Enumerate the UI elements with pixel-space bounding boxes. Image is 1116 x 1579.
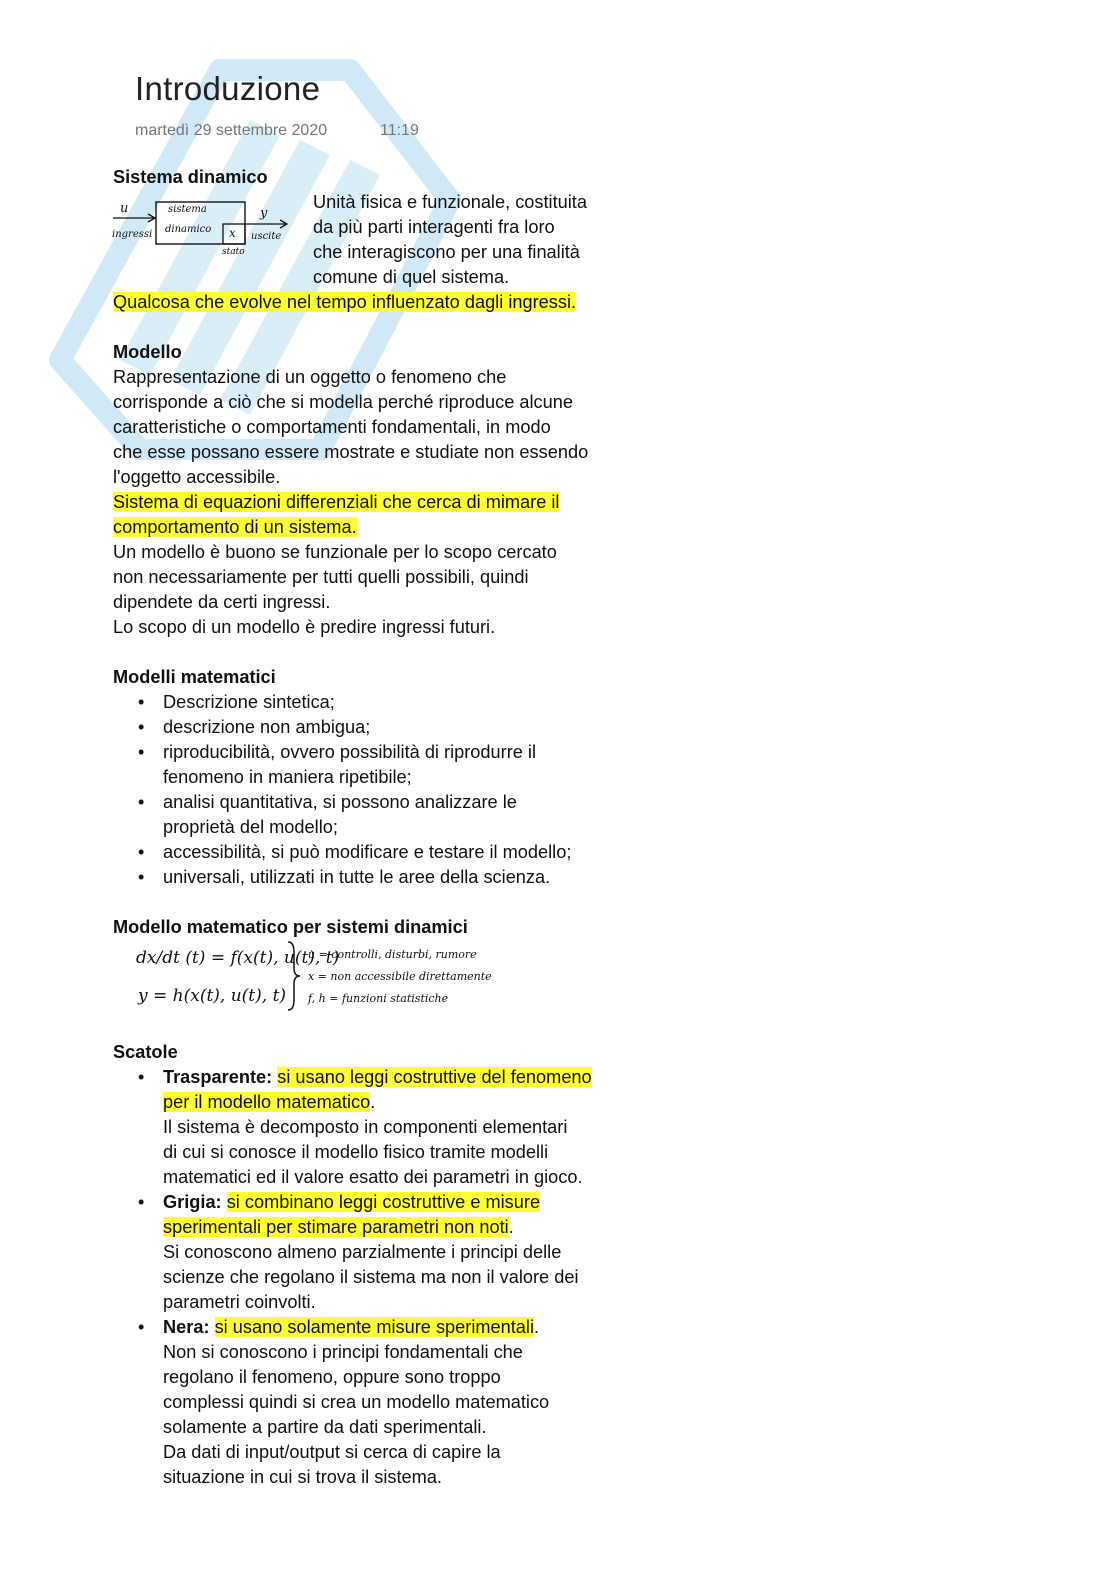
page-time: 11:19 [380,122,419,139]
box-label-1: sistema [168,204,207,215]
equation-state: dx/dt (t) = f(x(t), u(t), t) [136,948,340,968]
scatola-line: Da dati di input/output si cerca di capire la [163,1442,501,1462]
list-item: analisi quantitativa, si possono analizzare le [163,792,517,812]
state-label: stato [222,247,245,257]
heading-scatole: Scatole [113,1042,178,1062]
scatola-line: regolano il fenomeno, oppure sono troppo [163,1367,501,1387]
scatola-highlight: si usano solamente misure sperimentali [214,1317,534,1337]
equation-output: y = h(x(t), u(t), t) [138,986,287,1006]
scatola-label: Nera: [163,1317,210,1337]
output-label: uscite [251,231,282,242]
scatola-nera [163,1315,539,1340]
brace-icon [284,940,304,1012]
bullet-dot: • [138,1317,145,1337]
bullet-dot: • [138,867,145,887]
scatola-tail: . [534,1317,540,1337]
scatola-line: di cui si conosce il modello fisico tramite modelli [163,1142,549,1162]
modello-line: non necessariamente per tutti quelli possibili, quindi [113,567,529,587]
sd-desc-line: che interagiscono per una finalità [313,242,580,262]
list-item: riproducibilità, ovvero possibilità di riprodurre il [163,742,537,762]
list-item: universali, utilizzati in tutte le aree della scienza. [163,867,551,887]
box-label-2: dinamico [165,224,212,235]
equation-note: x = non accessibile direttamente [308,970,492,983]
bullet-dot: • [138,742,145,762]
modello-line: Un modello è buono se funzionale per lo scopo cercato [113,542,557,562]
scatola-label: Grigia: [163,1192,222,1212]
handwritten-equations [130,938,490,1018]
output-symbol: y [260,206,268,221]
modello-line: corrisponde a ciò che si modella perché riproduce alcune [113,392,573,412]
list-item: proprietà del modello; [163,817,338,837]
modello-highlight: comportamento di un sistema. [113,517,357,537]
scatola-line: situazione in cui si trova il sistema. [163,1467,442,1487]
state-symbol: x [229,226,236,240]
heading-modello: Modello [113,342,182,362]
bullet-dot: • [138,792,145,812]
scatola-trasparente [163,1065,592,1090]
modello-line: l'oggetto accessibile. [113,467,281,487]
heading-modello-sistemi-dinamici: Modello matematico per sistemi dinamici [113,917,468,937]
scatola-line: Non si conoscono i principi fondamentali che [163,1342,523,1362]
scatola-highlight: si usano leggi costruttive del fenomeno [277,1067,592,1087]
modello-line: dipendete da certi ingressi. [113,592,331,612]
modello-line: Rappresentazione di un oggetto o fenomeno che [113,367,507,387]
scatola-line: solamente a partire da dati sperimentali. [163,1417,487,1437]
equation-note: u = controlli, disturbi, rumore [308,948,477,961]
page-date: martedì 29 settembre 2020 [135,122,328,139]
bullet-dot: • [138,717,145,737]
scatola-tail: . [370,1092,376,1112]
sd-desc-line: da più parti interagenti fra loro [313,217,555,237]
modello-line: che esse possano essere mostrate e studiate non essendo [113,442,589,462]
scatola-line: parametri coinvolti. [163,1292,316,1312]
input-label: ingressi [112,229,153,240]
bullet-dot: • [138,1192,145,1212]
modello-line: caratteristiche o comportamenti fondamentali, in modo [113,417,551,437]
scatola-line: Si conoscono almeno parzialmente i principi delle [163,1242,562,1262]
list-item: Descrizione sintetica; [163,692,335,712]
scatola-line: matematici ed il valore esatto dei parametri in gioco. [163,1167,583,1187]
equation-note: f, h = funzioni statistiche [308,992,449,1005]
list-item: fenomeno in maniera ripetibile; [163,767,412,787]
scatola-line: complessi quindi si crea un modello matematico [163,1392,550,1412]
list-item: accessibilità, si può modificare e testare il modello; [163,842,572,862]
sd-desc-line: Unità fisica e funzionale, costituita [313,192,587,212]
system-diagram [110,196,310,266]
sd-desc-line: comune di quel sistema. [313,267,510,287]
page-title: Introduzione [135,70,321,107]
sd-highlight: Qualcosa che evolve nel tempo influenzato dagli ingressi. [113,292,577,312]
bullet-dot: • [138,1067,145,1087]
heading-modelli-matematici: Modelli matematici [113,667,276,687]
scatola-line: Il sistema è decomposto in componenti elementari [163,1117,568,1137]
input-symbol: u [120,201,129,216]
scatola-label: Trasparente: [163,1067,273,1087]
bullet-dot: • [138,842,145,862]
modello-line: Lo scopo di un modello è predire ingressi futuri. [113,617,496,637]
scatola-tail: . [508,1217,514,1237]
scatola-grigia [163,1190,540,1215]
heading-sistema-dinamico: Sistema dinamico [113,167,268,187]
scatola-highlight: per il modello matematico [163,1092,371,1112]
modello-highlight: Sistema di equazioni differenziali che cerca di mimare il [113,492,560,512]
scatola-highlight: si combinano leggi costruttive e misure [226,1192,541,1212]
scatola-highlight: sperimentali per stimare parametri non noti [163,1217,509,1237]
bullet-dot: • [138,692,145,712]
scatola-line: scienze che regolano il sistema ma non il valore dei [163,1267,579,1287]
list-item: descrizione non ambigua; [163,717,371,737]
